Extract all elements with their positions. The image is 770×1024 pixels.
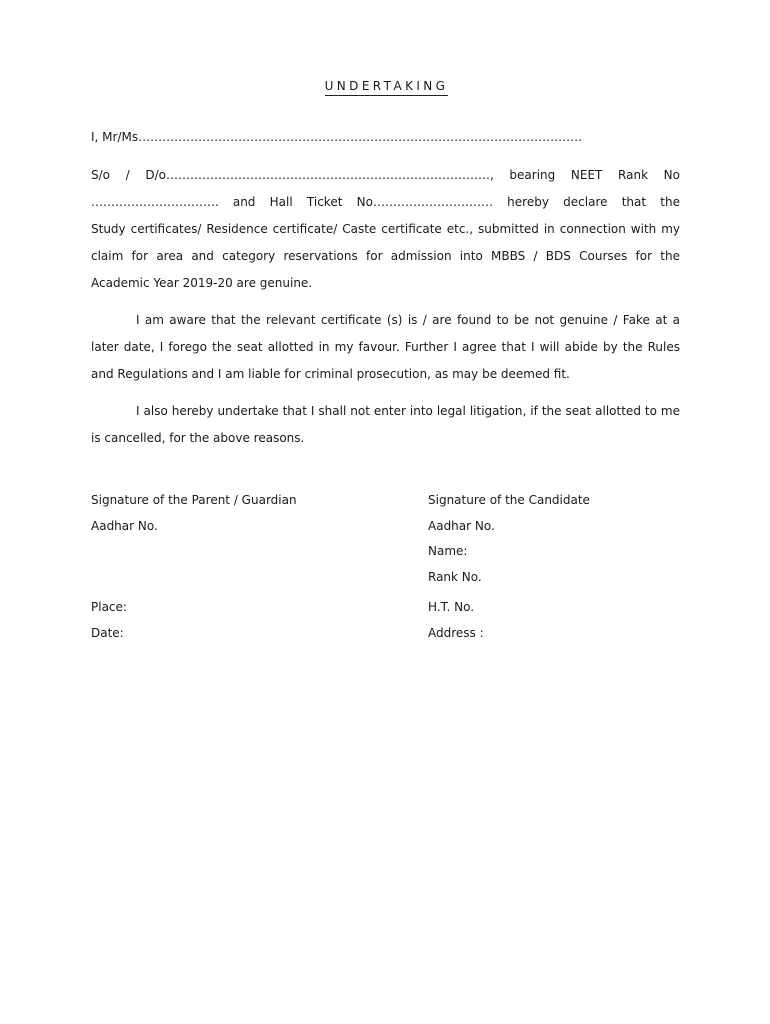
name-line: I, Mr/Ms………………………………………………………………………………………………… <box>91 130 583 144</box>
place-label: Place: <box>91 600 127 614</box>
hall-ticket-line: ………………………….. and Hall Ticket No………………………… hereby declare that the <box>91 195 680 209</box>
document-title-wrapper <box>0 79 770 96</box>
parent-signature-label: Signature of the Parent / Guardian <box>91 493 297 507</box>
awareness-line-3: and Regulations and I am liable for criminal prosecution, as may be deemed fit. <box>91 367 570 381</box>
date-label: Date: <box>91 626 124 640</box>
parent-aadhar-label: Aadhar No. <box>91 519 158 533</box>
awareness-line-2: later date, I forego the seat allotted in my favour. Further I agree that I will abide by the Rules <box>91 340 680 354</box>
document-title: UNDERTAKING <box>325 79 449 96</box>
candidate-ht-no-label: H.T. No. <box>428 600 475 614</box>
awareness-line-1: I am aware that the relevant certificate (s) is / are found to be not genuine / Fake at a <box>136 313 680 327</box>
candidate-name-label: Name: <box>428 544 468 558</box>
candidate-aadhar-label: Aadhar No. <box>428 519 495 533</box>
litigation-line-2: is cancelled, for the above reasons. <box>91 431 305 445</box>
reservation-line: claim for area and category reservations for admission into MBBS / BDS Courses for the <box>91 249 680 263</box>
candidate-address-label: Address : <box>428 626 484 640</box>
academic-year-line: Academic Year 2019-20 are genuine. <box>91 276 313 290</box>
parent-rank-line: S/o / D/o………………………………………………………………………, bearing NEET Rank No <box>91 168 680 182</box>
certificates-line: Study certificates/ Residence certificate/ Caste certificate etc., submitted in connection with my <box>91 222 680 236</box>
litigation-line-1: I also hereby undertake that I shall not enter into legal litigation, if the seat allotted to me <box>136 404 680 418</box>
candidate-rank-label: Rank No. <box>428 570 482 584</box>
candidate-signature-label: Signature of the Candidate <box>428 493 590 507</box>
